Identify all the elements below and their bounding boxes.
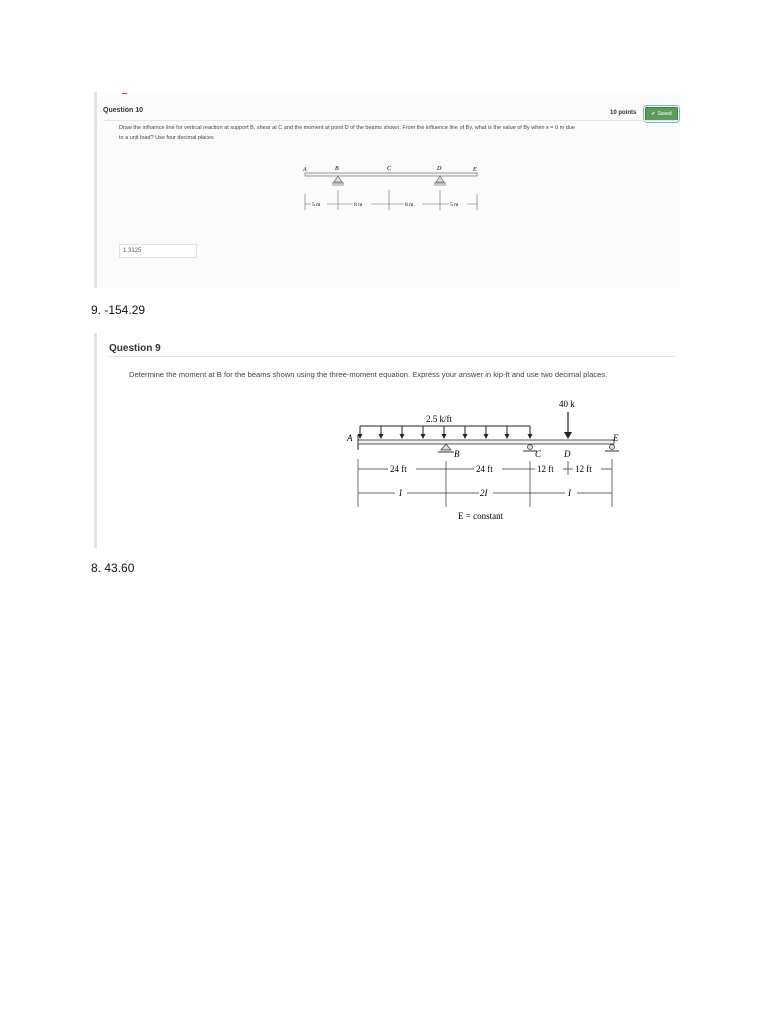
points-label: 10 points bbox=[610, 110, 637, 116]
question-10-title: Question 10 bbox=[103, 107, 144, 114]
label-D: D bbox=[564, 449, 571, 459]
support-B bbox=[332, 176, 344, 185]
q9-divider bbox=[109, 356, 677, 357]
material-note: E = constant bbox=[458, 511, 504, 521]
answer-key-8: 8. 43.60 bbox=[91, 561, 135, 575]
answer-input[interactable]: 1.3125 bbox=[119, 244, 197, 258]
label-B: B bbox=[335, 166, 339, 172]
point-load-arrow bbox=[564, 412, 572, 439]
label-B: B bbox=[454, 449, 460, 459]
point-load-label: 40 k bbox=[559, 399, 575, 409]
inertia-CE: I bbox=[568, 488, 571, 498]
dim-AB: 5 m bbox=[312, 202, 321, 208]
question-9-beam-diagram bbox=[340, 395, 640, 525]
answer-key-9: 9. -154.29 bbox=[91, 303, 146, 317]
q9-left-rule bbox=[94, 333, 97, 548]
dim-BC: 8 m bbox=[354, 202, 363, 208]
span-BC: 24 ft bbox=[476, 464, 493, 474]
beam bbox=[358, 440, 614, 444]
saved-button-label: Saved bbox=[657, 111, 672, 117]
label-D: D bbox=[437, 166, 442, 172]
span-CD: 12 ft bbox=[537, 464, 554, 474]
label-C: C bbox=[387, 166, 392, 172]
label-C: C bbox=[535, 449, 542, 459]
question-10-beam-diagram bbox=[297, 160, 497, 216]
beam bbox=[305, 173, 477, 176]
distributed-load-label: 2.5 k/ft bbox=[426, 414, 452, 424]
label-E: E bbox=[473, 167, 477, 173]
red-mark bbox=[122, 93, 127, 94]
span-DE: 12 ft bbox=[575, 464, 592, 474]
span-AB: 24 ft bbox=[390, 464, 407, 474]
label-E: E bbox=[613, 433, 619, 443]
support-D bbox=[434, 176, 446, 185]
support-E bbox=[605, 445, 619, 452]
dim-CD: 8 m bbox=[405, 202, 414, 208]
question-10-prompt-line2: to a unit load? Use four decimal places bbox=[119, 135, 214, 141]
dim-DE: 5 m bbox=[450, 202, 459, 208]
saved-button[interactable] bbox=[645, 107, 678, 121]
question-9-prompt: Determine the moment at B for the beams shown using the three-moment equation. Express your answer in kip-ft and use two decimal places. bbox=[129, 370, 608, 379]
label-A: A bbox=[347, 433, 353, 443]
inertia-BC: 2I bbox=[480, 488, 488, 498]
question-10-prompt-line1: Draw the influence line for vertical reaction at support B, shear at C and the moment at point D of the beams shown. From the influence line of By, what is the value of By when x = 0 m due bbox=[119, 125, 575, 131]
q10-divider bbox=[103, 120, 678, 121]
label-A: A bbox=[303, 167, 307, 173]
inertia-AB: I bbox=[399, 488, 402, 498]
support-B bbox=[438, 444, 454, 452]
check-icon: ✔ bbox=[651, 111, 656, 117]
question-9-title: Question 9 bbox=[109, 343, 161, 354]
distributed-load-arrows bbox=[358, 426, 533, 439]
